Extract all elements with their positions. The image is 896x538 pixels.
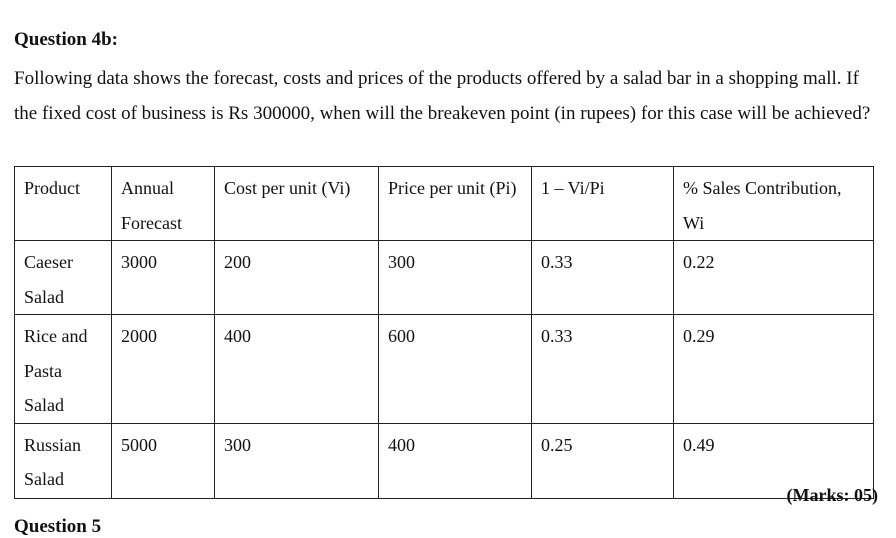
header-annual-forecast: Annual Forecast — [112, 167, 215, 241]
header-sales-contribution: % Sales Contribution, Wi — [674, 167, 874, 241]
cell-contribution-ratio: 0.25 — [532, 423, 674, 498]
cell-contribution-ratio: 0.33 — [532, 241, 674, 315]
cell-product: Russian Salad — [15, 423, 112, 498]
header-contribution-ratio: 1 – Vi/Pi — [532, 167, 674, 241]
cell-annual-forecast: 3000 — [112, 241, 215, 315]
cell-price-per-unit: 400 — [379, 423, 532, 498]
cell-price-per-unit: 300 — [379, 241, 532, 315]
cell-cost-per-unit: 300 — [215, 423, 379, 498]
header-price-per-unit: Price per unit (Pi) — [379, 167, 532, 241]
cell-cost-per-unit: 400 — [215, 315, 379, 424]
cell-cost-per-unit: 200 — [215, 241, 379, 315]
table-row — [15, 315, 874, 424]
question-heading: Question 4b: — [14, 29, 118, 50]
cell-contribution-ratio: 0.33 — [532, 315, 674, 424]
cell-product: Rice and Pasta Salad — [15, 315, 112, 424]
product-data-table — [14, 166, 874, 499]
next-question-heading: Question 5 — [14, 516, 102, 537]
cell-annual-forecast: 5000 — [112, 423, 215, 498]
header-cost-per-unit: Cost per unit (Vi) — [215, 167, 379, 241]
table-row — [15, 423, 874, 498]
question-paragraph: Following data shows the forecast, costs and prices of the products offered by a salad bar in a shopping mall. If the fixed cost of business is Rs 300000, when will the breakeven point (in rupees) for this case will be achieved? — [14, 68, 871, 124]
table-header-row — [15, 167, 874, 241]
cell-price-per-unit: 600 — [379, 315, 532, 424]
cell-annual-forecast: 2000 — [112, 315, 215, 424]
cell-sales-contribution: 0.22 — [674, 241, 874, 315]
marks-label: (Marks: 05) — [786, 485, 878, 505]
cell-sales-contribution: 0.29 — [674, 315, 874, 424]
header-product: Product — [15, 167, 112, 241]
cell-product: Caeser Salad — [15, 241, 112, 315]
cell-sales-contribution: 0.49 — [674, 423, 874, 498]
table-row — [15, 241, 874, 315]
